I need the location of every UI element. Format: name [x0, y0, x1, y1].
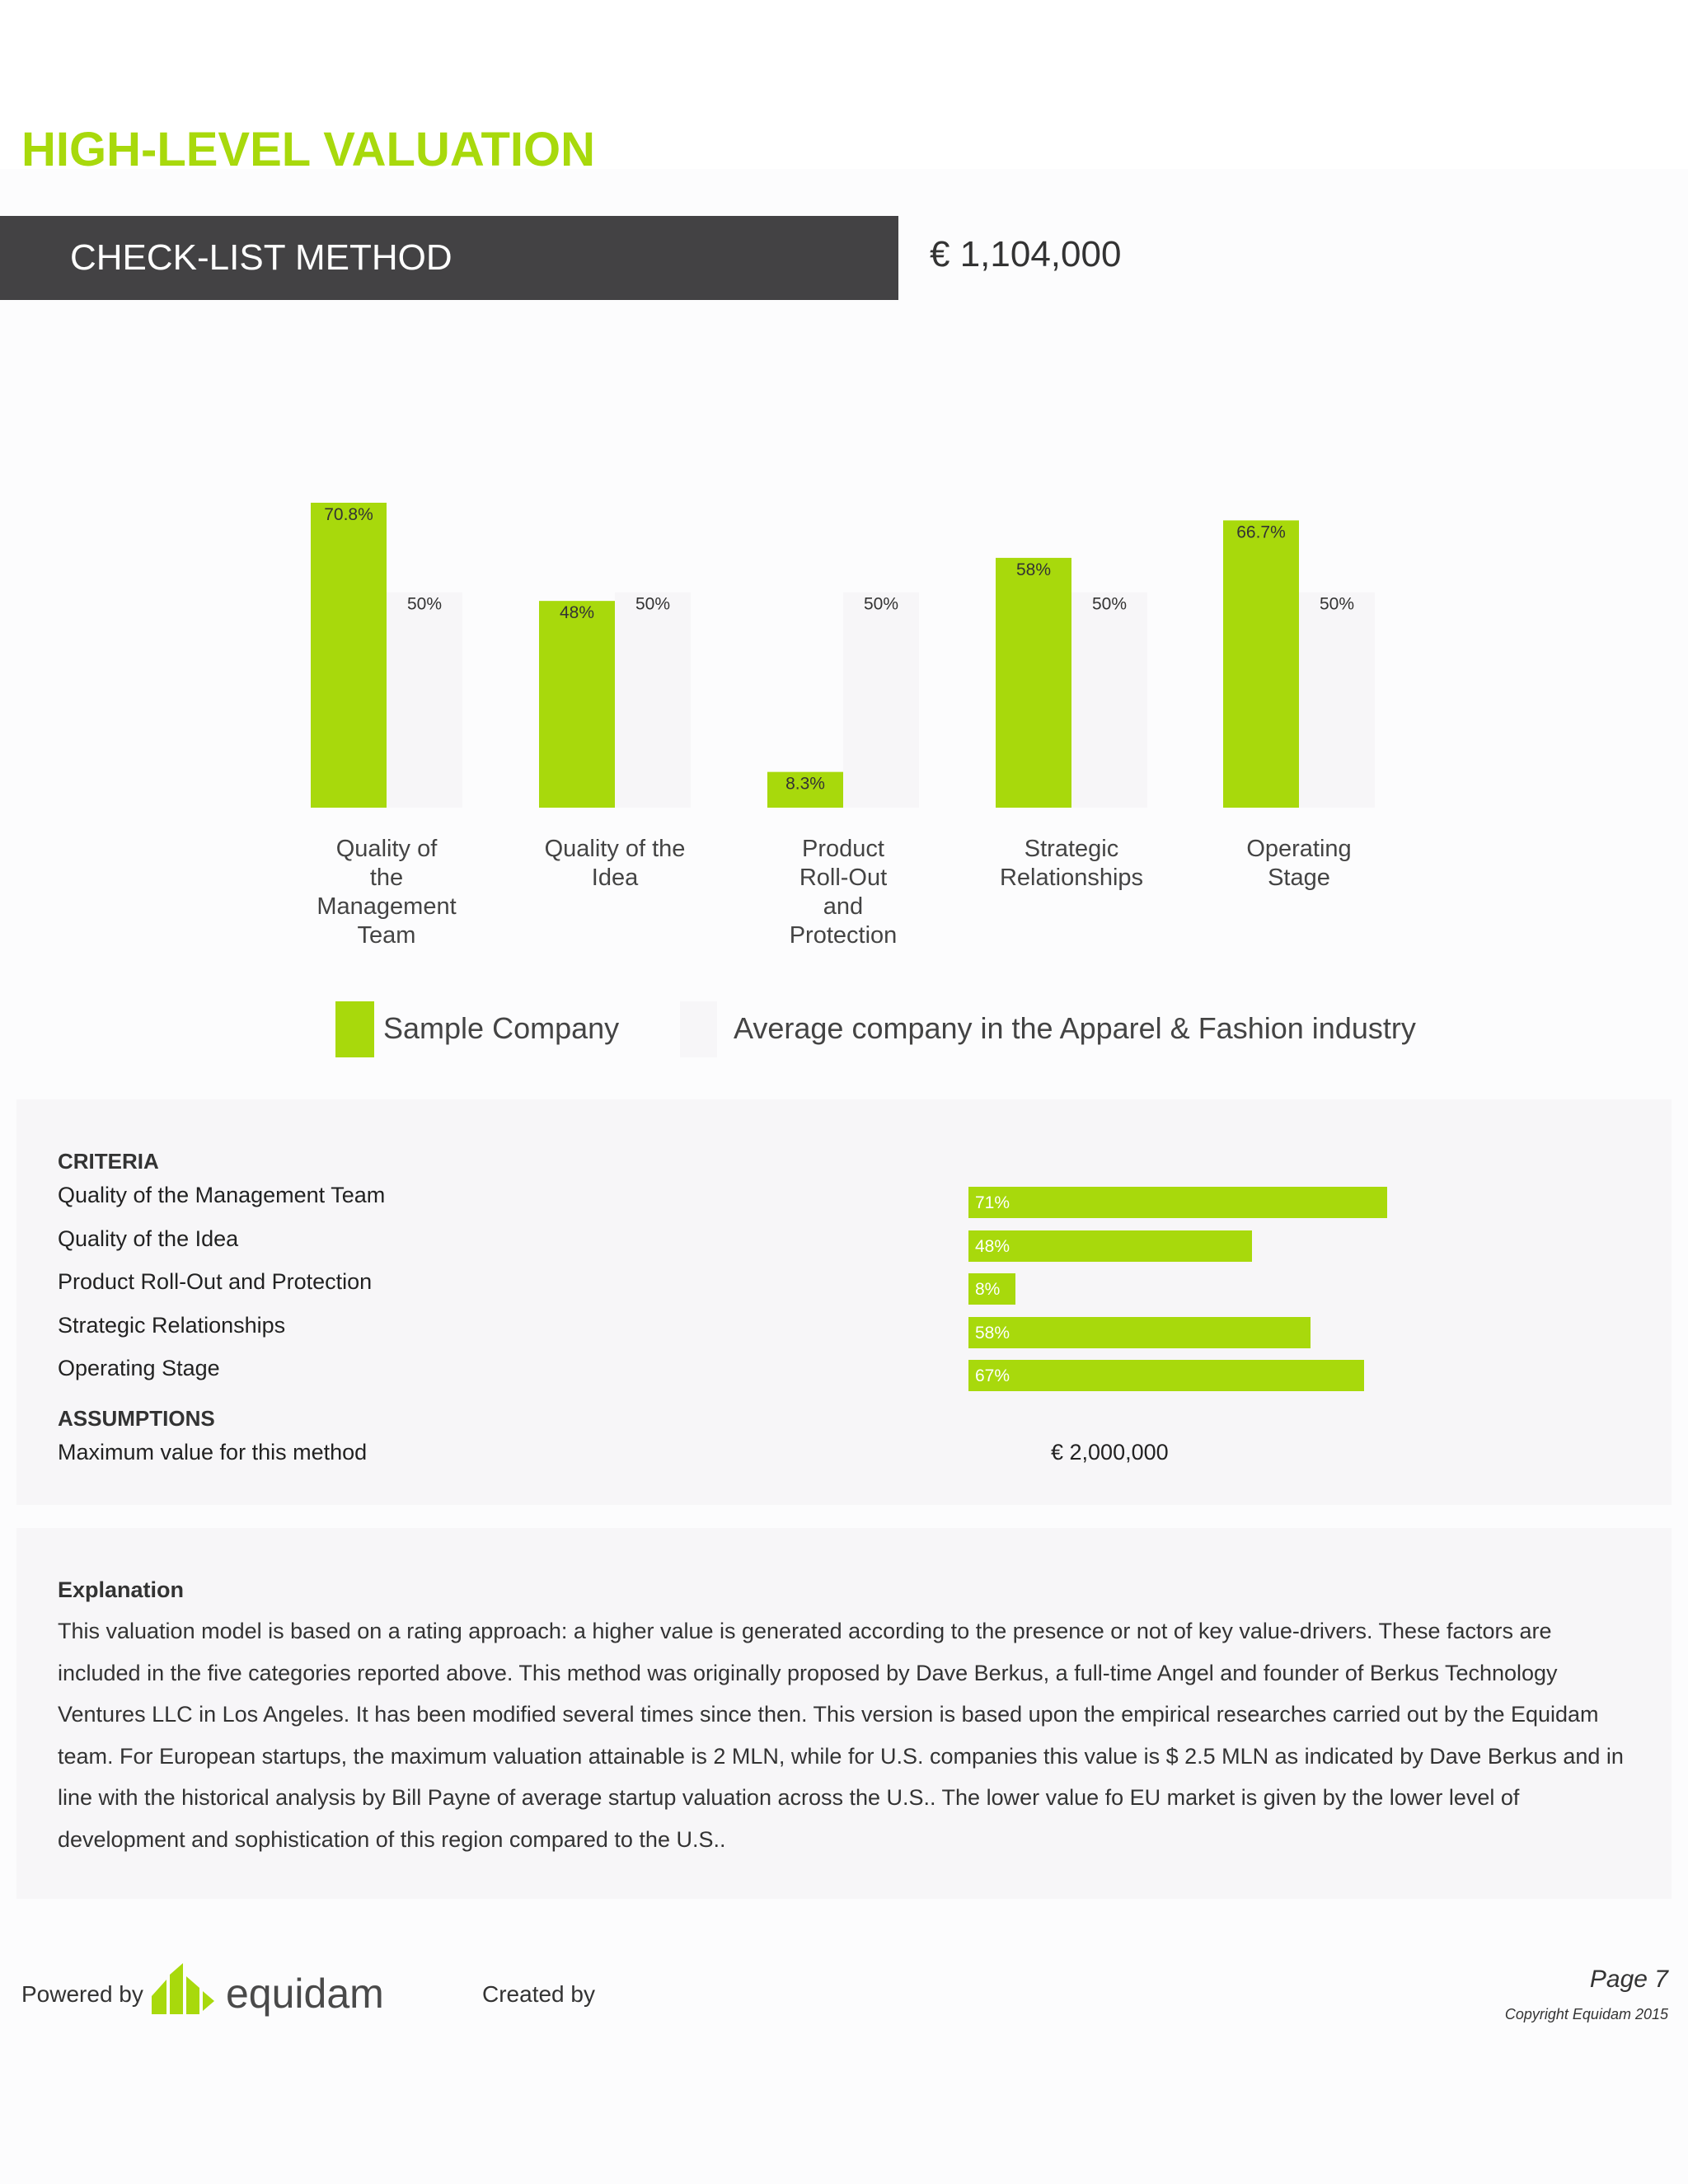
copyright-text: Copyright Equidam 2015 [1504, 2006, 1668, 2022]
company-bar [1223, 520, 1299, 808]
powered-by-label: Powered by [21, 1981, 143, 2007]
company-bar-label: 66.7% [1236, 523, 1286, 542]
criteria-score-label: 48% [975, 1236, 1010, 1256]
legend-swatch-average [680, 1001, 717, 1057]
assumption-label: Maximum value for this method [58, 1440, 368, 1465]
legend-swatch-company [335, 1001, 374, 1057]
equidam-logo-icon [152, 1963, 214, 2014]
criteria-label: Quality of the Idea [58, 1226, 239, 1251]
average-bar [1299, 593, 1375, 808]
company-bar [996, 558, 1071, 808]
criteria-score-label: 8% [975, 1280, 1001, 1299]
company-bar-label: 8.3% [785, 774, 825, 794]
company-bar-label: 58% [1015, 560, 1052, 579]
criteria-label: Product Roll-Out and Protection [58, 1269, 373, 1294]
criteria-score-bar [968, 1317, 1311, 1348]
criteria-score-label: 58% [975, 1323, 1010, 1343]
explanation-text: This valuation model is based on a rating approach: a higher value is generated according to the presence or not of key value-drivers. These factors are included in the five categories reported above. This method was originally proposed by Dave Berkus, a full-time Angel and founder of Berkus Technology Ventures LLC in Los Angeles. It has been modified several times since then. This version is based upon the empirical researches carried out by the Equidam team. For European startups, the maximum valuation attainable is 2 MLN, while for U.S. companies this value is $ 2.5 MLN as indicated by Dave Berkus and in line with the historical analysis by Bill Payne of average startup valuation across the U.S.. The lower value fo EU market is given by the lower level of development and sophistication of this region compared to the U.S.. [58, 1619, 1624, 1852]
equidam-logo [150, 1963, 406, 2021]
criteria-label: Operating Stage [58, 1356, 220, 1380]
page-title: HIGH-LEVEL VALUATION [21, 123, 595, 176]
criteria-score-label: 67% [975, 1366, 1010, 1385]
criteria-label: Quality of the Management Team [58, 1183, 386, 1207]
criteria-panel [16, 1099, 1672, 1505]
method-valuation-value: € 1,104,000 [930, 234, 1122, 274]
criteria-score-bar [968, 1230, 1252, 1262]
method-label: CHECK-LIST METHOD [70, 237, 452, 278]
page-number: Page 7 [1589, 1966, 1668, 1993]
criteria-heading: CRITERIA [58, 1149, 159, 1174]
explanation-panel [16, 1528, 1672, 1899]
company-bar [539, 601, 615, 808]
company-bar-label: 70.8% [324, 505, 373, 524]
average-bar-label: 50% [1319, 594, 1355, 614]
assumption-value: € 2,000,000 [1051, 1440, 1169, 1465]
legend-label-average: Average company in the Apparel & Fashion industry [734, 1011, 1416, 1045]
company-bar [311, 503, 387, 808]
category-label: Operating Stage [1246, 836, 1352, 891]
criteria-score-label: 71% [975, 1193, 1010, 1212]
criteria-score-bar [968, 1360, 1364, 1391]
explanation-title: Explanation [58, 1577, 185, 1602]
criteria-score-bar [968, 1273, 1015, 1305]
average-bar [1071, 593, 1147, 808]
assumptions-heading: ASSUMPTIONS [58, 1406, 215, 1431]
criteria-score-bar [968, 1187, 1387, 1218]
criteria-label: Strategic Relationships [58, 1312, 286, 1338]
category-label: Quality of the Idea [544, 836, 686, 891]
company-bar-label: 48% [559, 603, 595, 623]
average-bar [843, 593, 919, 808]
average-bar-label: 50% [406, 594, 443, 614]
category-label: Strategic Relationships [999, 836, 1144, 891]
created-by-label: Created by [482, 1981, 595, 2007]
average-bar-label: 50% [635, 594, 671, 614]
method-banner [0, 216, 898, 300]
category-label: Quality of the Management Team [316, 836, 457, 949]
average-bar-label: 50% [863, 594, 899, 614]
equidam-logo-text: equidam [226, 1971, 384, 2017]
average-bar [387, 593, 462, 808]
average-bar-label: 50% [1091, 594, 1128, 614]
category-label: Product Roll-Out and Protection [789, 836, 898, 949]
legend-label-company: Sample Company [383, 1011, 620, 1045]
average-bar [615, 593, 691, 808]
checklist-bar-chart [0, 462, 1688, 1088]
